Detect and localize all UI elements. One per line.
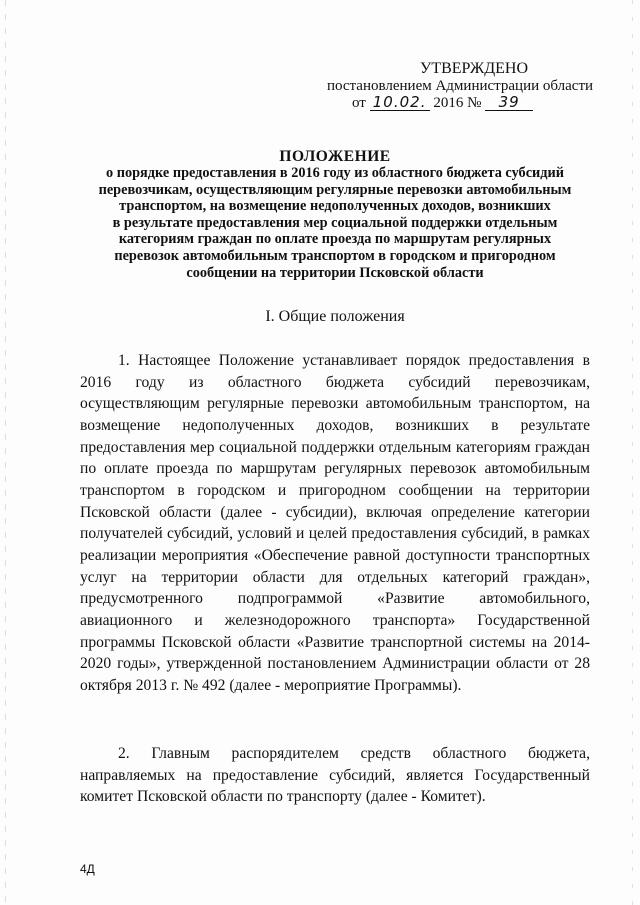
section-heading: I. Общие положения [265, 308, 405, 325]
subtitle-line: перевозчикам, осуществляющим регулярные перевозки автомобильным [98, 181, 572, 198]
page-footer-mark: 4Д [80, 862, 95, 876]
approval-by-line: постановлением Администрации области [327, 78, 594, 94]
subtitle-line: о порядке предоставления в 2016 году из областного бюджета субсидий [106, 165, 564, 181]
document-title: ПОЛОЖЕНИЕ [279, 148, 391, 165]
subtitle-line: сообщении на территории Псковской области [186, 264, 484, 281]
approval-from-label: от [352, 95, 366, 111]
approval-heading: УТВЕРЖДЕНО [420, 60, 529, 77]
subtitle-line: категориям граждан по оплате проезда по маршрутам регулярных [118, 231, 552, 248]
scan-edge-right [632, 0, 633, 905]
approval-year-label: 2016 № [433, 95, 482, 111]
document-subtitle [80, 165, 590, 281]
paragraph-2: 2. Главным распорядителем средств областного бюджета, направляемых на предоставление субсидий, является Государственный комитет Псковской области по транспорту (далее - Комитет). [80, 745, 590, 806]
subtitle-line: перевозок автомобильным транспортом в городском и пригородном [114, 247, 556, 264]
handwritten-date: 10.02. [370, 95, 430, 111]
approval-date-line [352, 95, 612, 112]
handwritten-number: 39 [485, 95, 533, 111]
paragraph-1: 1. Настоящее Положение устанавливает порядок предоставления в 2016 году из областного бюджета субсидий перевозчикам, осуществляющим регулярные перевозки автомобильным транспортом, на возмещение недополученных доходов, возникших в результате предоставления мер социальной поддержки отдельным категориям граждан по оплате проезда по маршрутам регулярных перевозок автомобильным транспортом в городском и пригородном сообщении на территории Псковской области (далее - субсидии), включая определение категории получателей субсидий, условий и целей предоставления субсидий, в рамках реализации мероприятия «Обеспечение равной доступности транспортных услуг на территории области для отдельных категорий граждан», предусмотренного подпрограммой «Развитие автомобильного, авиационного и железнодорожного транспорта» Государственной программы Псковской области «Развитие транспортной системы на 2014-2020 годы», утвержденной постановлением Администрации области от 28 октября 2013 г. № 492 (далее - мероприятие Программы). [80, 352, 590, 694]
scan-edge-left [5, 0, 6, 905]
subtitle-line: транспортом, на возмещение недополученных доходов, возникших [119, 198, 551, 215]
subtitle-line: в результате предоставления мер социальной поддержки отдельным [112, 214, 558, 231]
